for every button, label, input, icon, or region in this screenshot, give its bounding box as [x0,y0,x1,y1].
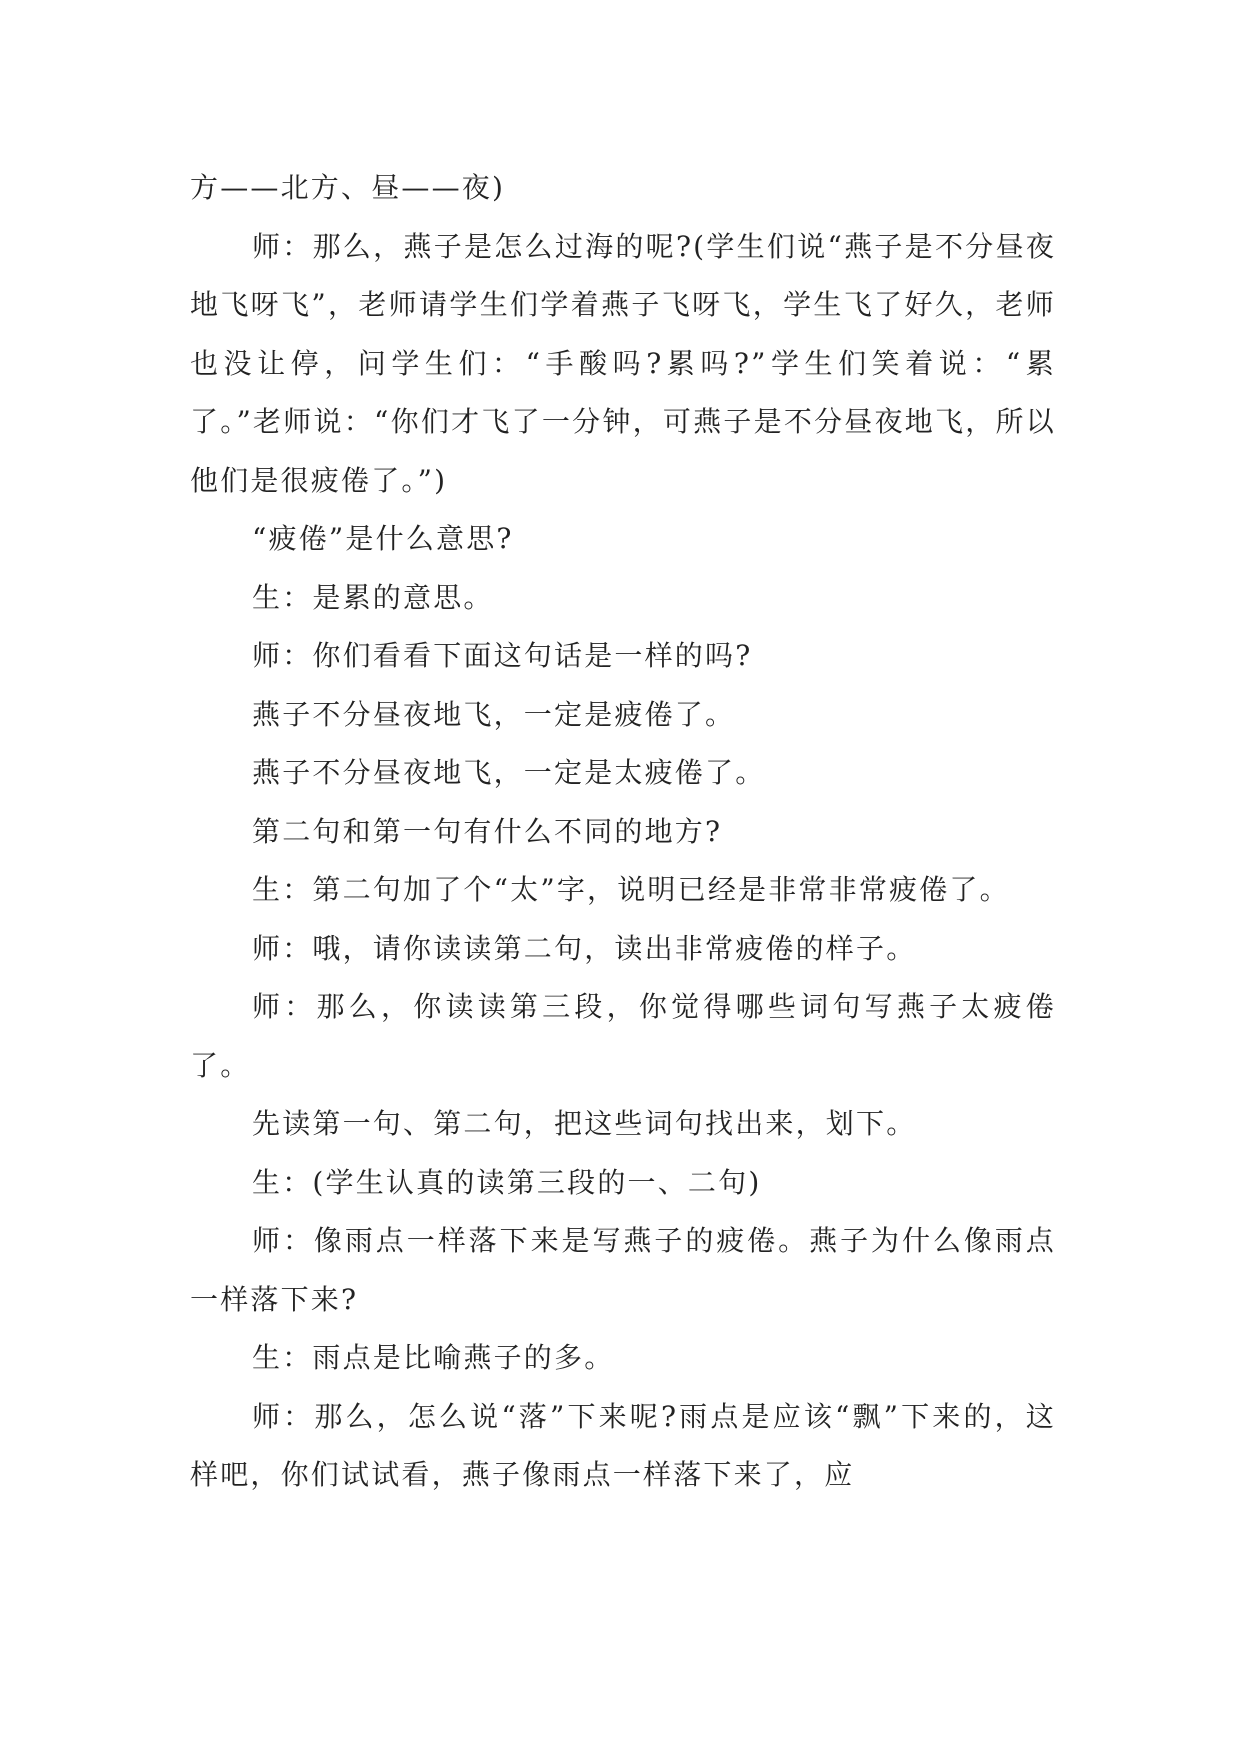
paragraph: 师：那么，你读读第三段，你觉得哪些词句写燕子太疲倦了。 [190,990,1056,1082]
paragraph: 燕子不分昼夜地飞，一定是太疲倦了。 [252,756,766,789]
paragraph: 方——北方、昼——夜) [190,171,506,204]
paragraph: 第二句和第一句有什么不同的地方? [252,814,723,848]
paragraph: 师：那么，燕子是怎么过海的呢?(学生们说“燕子是不分昼夜地飞呀飞”，老师请学生们学着燕子飞呀飞，学生飞了好久，老师也没让停，问学生们：“手酸吗?累吗?”学生们笑着说：“累了。”老师说：“你们才飞了一分钟，可燕子是不分昼夜地飞，所以他们是很疲倦了。”) [190,229,1056,497]
paragraph: 师：你们看看下面这句话是一样的吗? [252,639,753,672]
paragraph: 先读第一句、第二句，把这些词句找出来，划下。 [252,1107,917,1140]
paragraph: 燕子不分昼夜地飞，一定是疲倦了。 [252,697,736,731]
paragraph: “疲倦”是什么意思? [252,522,514,555]
paragraph: 生：第二句加了个“太”字，说明已经是非常非常疲倦了。 [252,873,1010,906]
paragraph: 师：像雨点一样落下来是写燕子的疲倦。燕子为什么像雨点一样落下来? [190,1224,1056,1316]
paragraph: 生：雨点是比喻燕子的多。 [252,1341,615,1374]
paragraph: 生：是累的意思。 [252,580,494,614]
paragraph: 师：那么，怎么说“落”下来呢?雨点是应该“飘”下来的，这样吧，你们试试看，燕子像雨点一样落下来了，应 [190,1399,1056,1491]
document-body [190,159,1056,1505]
paragraph: 生：(学生认真的读第三段的一、二句) [252,1165,762,1199]
paragraph: 师：哦，请你读读第二句，读出非常疲倦的样子。 [252,931,917,965]
